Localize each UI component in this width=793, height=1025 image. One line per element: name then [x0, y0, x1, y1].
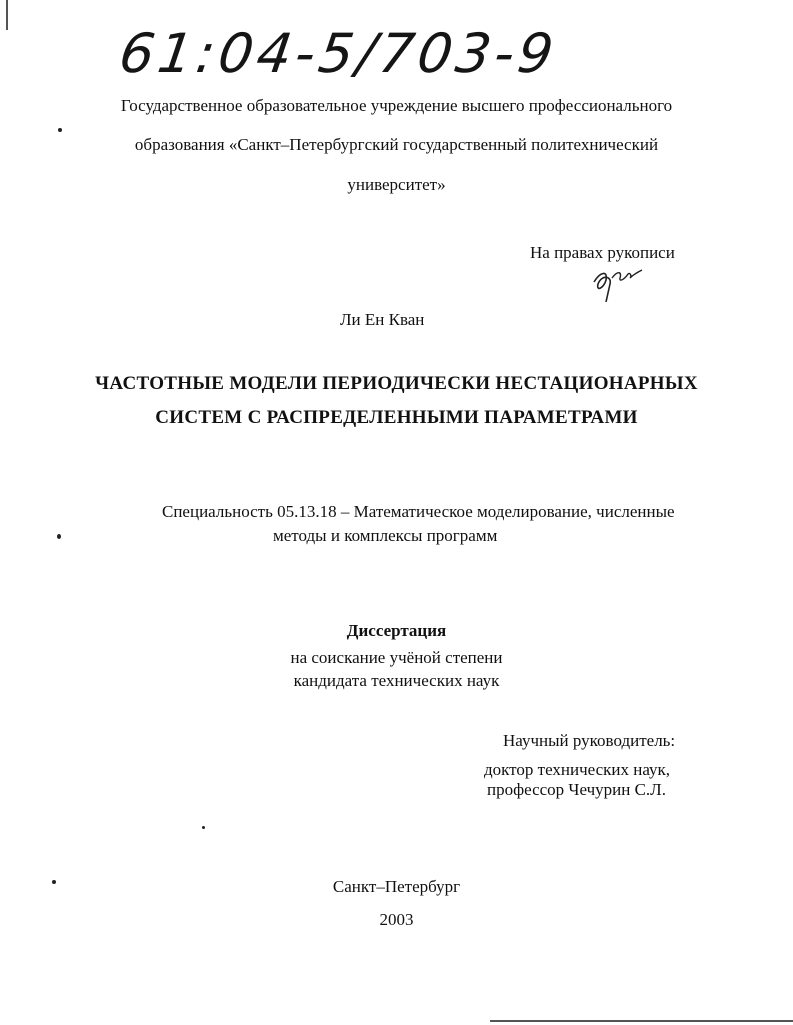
supervisor-name: профессор Чечурин С.Л. — [487, 780, 666, 799]
supervisor-degree: доктор технических наук, — [484, 760, 671, 779]
specialty-line-2: методы и комплексы программ — [273, 526, 498, 545]
institution-line-1: Государственное образовательное учреждение высшего профессионального — [120, 96, 673, 115]
institution-line-3: университет» — [347, 175, 446, 194]
author-name: Ли Ен Кван — [340, 310, 425, 329]
work-type-label: Диссертация — [346, 621, 447, 640]
handwritten-registry-number: 61:04-5/703-9 — [115, 22, 562, 85]
specialty-line-1: Специальность 05.13.18 – Математическое моделирование, численные — [162, 502, 675, 521]
work-type-line-2: кандидата технических наук — [293, 671, 500, 690]
dissertation-title-line-2: СИСТЕМ С РАСПРЕДЕЛЕННЫМИ ПАРАМЕТРАМИ — [155, 407, 638, 428]
year: 2003 — [379, 910, 414, 929]
scan-edge-mark — [6, 0, 8, 30]
manuscript-rights-note: На правах рукописи — [530, 243, 675, 262]
work-type-line-1: на соискание учёной степени — [290, 648, 503, 667]
supervisor-label: Научный руководитель: — [503, 731, 676, 750]
institution-line-2: образования «Санкт–Петербургский государственный политехнический — [134, 135, 659, 154]
scan-speck — [52, 880, 56, 884]
scan-speck — [58, 128, 62, 132]
dissertation-title-line-1: ЧАСТОТНЫЕ МОДЕЛИ ПЕРИОДИЧЕСКИ НЕСТАЦИОНАРНЫХ — [95, 373, 698, 394]
scan-speck — [202, 826, 205, 829]
scan-edge-mark — [490, 1020, 793, 1022]
handwritten-signature — [586, 262, 646, 308]
scan-speck — [57, 534, 61, 539]
city: Санкт–Петербург — [332, 877, 461, 896]
